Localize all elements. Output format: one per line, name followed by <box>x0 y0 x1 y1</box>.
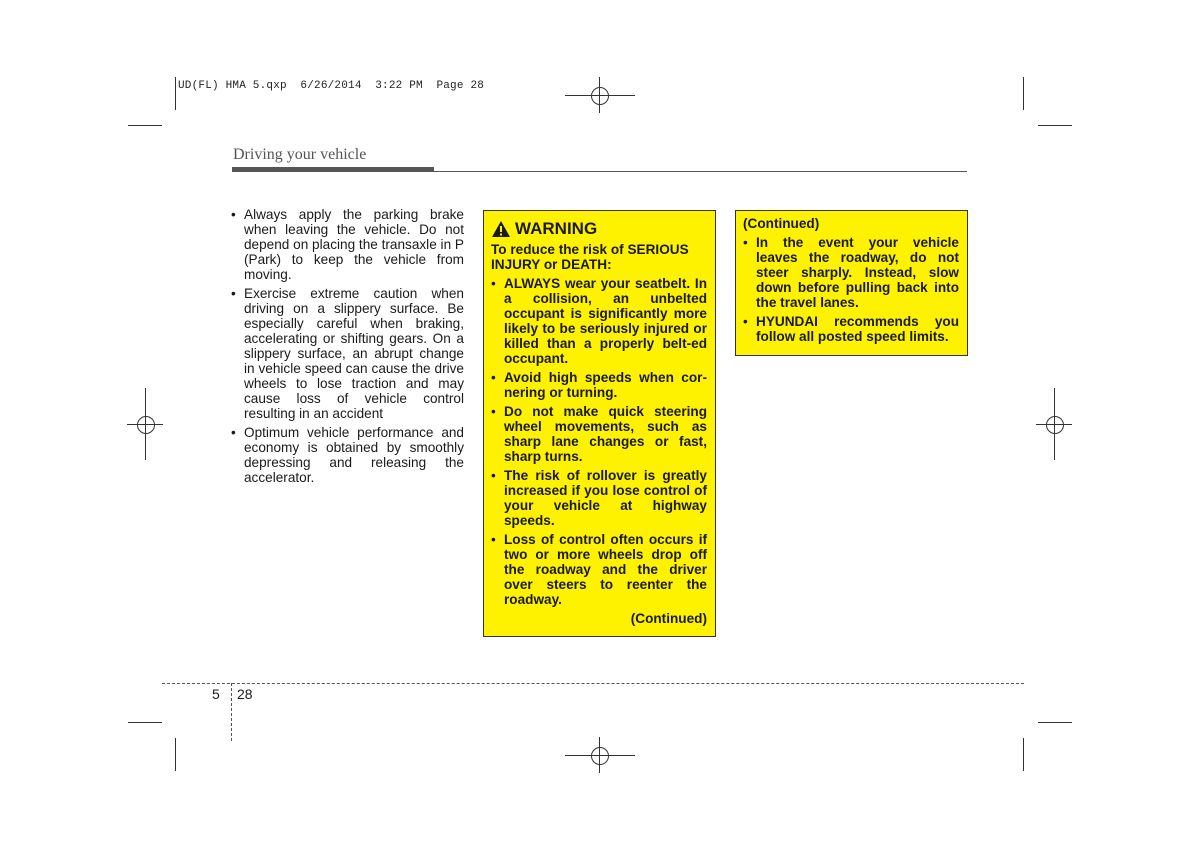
warning-intro: To reduce the risk of SERIOUS INJURY or DEATH: <box>491 242 689 272</box>
footer-rule <box>162 683 1024 684</box>
continued-label: (Continued) <box>630 611 707 626</box>
list-item: • Always apply the parking brake when leaving the vehicle. Do not depend on placing the transaxle in P (Park) to keep the vehicle from moving. <box>230 207 464 282</box>
warning-list <box>743 235 959 344</box>
list-item: • Do not make quick steering wheel movements, such as sharp lane changes or fast, sharp turns. <box>491 404 707 464</box>
warning-box <box>483 210 716 637</box>
title-rule <box>232 171 967 172</box>
crop-mark <box>1038 722 1072 723</box>
crop-mark <box>1038 125 1072 126</box>
crop-mark <box>1023 77 1024 110</box>
crop-mark <box>175 77 176 110</box>
warning-triangle-icon <box>491 220 511 238</box>
warning-heading <box>491 219 707 239</box>
list-item: • The risk of rollover is greatly increased if you lose control of your vehicle at highway speeds. <box>491 468 707 528</box>
crop-mark <box>175 738 176 771</box>
list-item: • Loss of control often occurs if two or more wheels drop off the roadway and the driver over steers to reenter the roadway. <box>491 532 707 607</box>
print-slug: UD(FL) HMA 5.qxp 6/26/2014 3:22 PM Page 28 <box>178 80 485 92</box>
warning-title: WARNING <box>515 219 598 238</box>
list-item: • ALWAYS wear your seatbelt. In a collision, an unbelted occupant is significantly more likely to be seriously injured or killed than a properly belt-ed occupant. <box>491 276 707 366</box>
section-number: 5 <box>212 686 220 702</box>
continued-label: (Continued) <box>743 216 820 231</box>
body-text-column <box>230 207 464 489</box>
list-item: • HYUNDAI recommends you follow all posted speed limits. <box>743 314 959 344</box>
registration-mark-top <box>565 77 635 113</box>
warning-list <box>491 276 707 607</box>
page-number: 28 <box>237 686 253 702</box>
crop-mark <box>128 722 162 723</box>
registration-mark-right <box>1036 388 1072 460</box>
list-item: • In the event your vehicle leaves the roadway, do not steer sharply. Instead, slow down before pulling back into the travel lanes. <box>743 235 959 310</box>
list-item: • Exercise extreme caution when driving on a slippery surface. Be especially careful when braking, accelerating or shifting gears. On a slippery surface, an abrupt change in vehicle speed can cause the drive wheels to lose traction and may cause loss of vehicle control resulting in an accident <box>230 286 464 421</box>
registration-mark-bottom <box>565 737 635 773</box>
registration-mark-left <box>127 388 163 460</box>
crop-mark <box>1023 738 1024 771</box>
bullet-list <box>230 207 464 485</box>
crop-mark <box>128 125 162 126</box>
continued-warning-box <box>735 210 968 356</box>
footer-divider <box>231 683 232 741</box>
section-title: Driving your vehicle <box>233 146 367 163</box>
list-item: • Avoid high speeds when cor-nering or turning. <box>491 370 707 400</box>
list-item: • Optimum vehicle performance and economy is obtained by smoothly depressing and releasing the accelerator. <box>230 425 464 485</box>
